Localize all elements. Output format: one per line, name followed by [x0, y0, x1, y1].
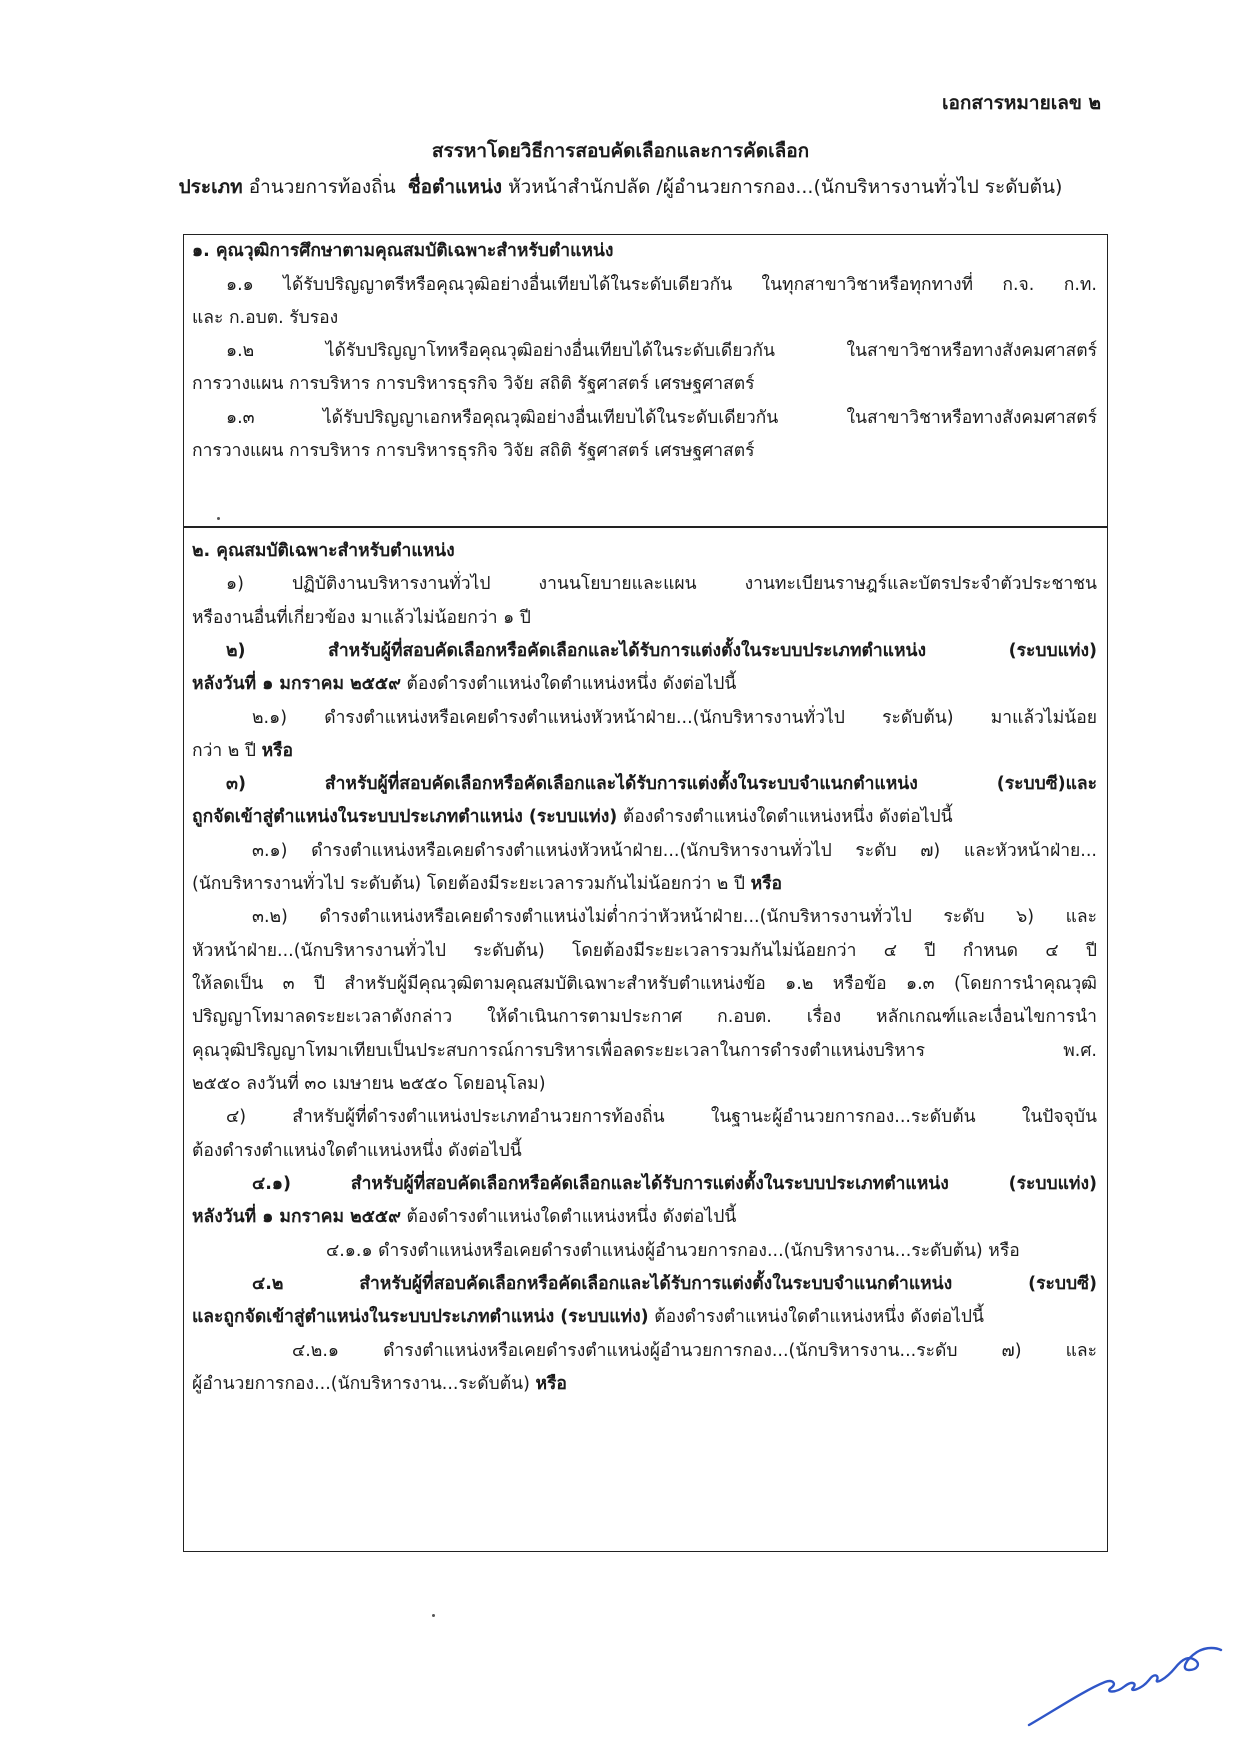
section-line: และ ก.อบต. รับรอง [192, 308, 339, 328]
section-line: ๒) สำหรับผู้ที่สอบคัดเลือกหรือคัดเลือกและได้รับการแต่งตั้งในระบบประเภทตำแหน่ง (ระบบแท่ง) [226, 641, 1097, 661]
subtitle-position-value: หัวหน้าสำนักปลัด /ผู้อำนวยการกอง...(นักบริหารงานทั่วไป ระดับต้น) [508, 176, 1063, 198]
subtitle-position-label: ชื่อตำแหน่ง [407, 176, 503, 198]
section-line: ปริญญาโทมาลดระยะเวลาดังกล่าว ให้ดำเนินการตามประกาศ ก.อบต. เรื่อง หลักเกณฑ์และเงื่อนไขการนำ [192, 1007, 1097, 1027]
section-line: ต้องดำรงตำแหน่งใดตำแหน่งหนึ่ง ดังต่อไปนี้ [406, 1207, 737, 1227]
section-line: ๑.๒ ได้รับปริญญาโทหรือคุณวุฒิอย่างอื่นเทียบได้ในระดับเดียวกัน ในสาขาวิชาหรือทางสังคมศาสตร์ [226, 341, 1097, 361]
section-line: ๑) ปฏิบัติงานบริหารงานทั่วไป งานนโยบายและแผน งานทะเบียนราษฎร์และบัตรประจำตัวประชาชน [226, 574, 1097, 594]
section-line: กว่า ๒ ปี [192, 741, 257, 761]
subtitle-type-label: ประเภท [178, 176, 243, 198]
subtitle-type-value: อำนวยการท้องถิ่น [248, 176, 396, 198]
section-heading: ๒. คุณสมบัติเฉพาะสำหรับตำแหน่ง [192, 541, 455, 561]
section-line: ต้องดำรงตำแหน่งใดตำแหน่งหนึ่ง ดังต่อไปนี้ [406, 674, 737, 694]
section-line: ๓.๑) ดำรงตำแหน่งหรือเคยดำรงตำแหน่งหัวหน้าฝ่าย...(นักบริหารงานทั่วไป ระดับ ๗) และหัวหน้าฝ่าย... [252, 841, 1097, 861]
section-line: ต้องดำรงตำแหน่งใดตำแหน่งหนึ่ง ดังต่อไปนี้ [654, 1307, 984, 1327]
section-line: ๔.๒ สำหรับผู้ที่สอบคัดเลือกหรือคัดเลือกและได้รับการแต่งตั้งในระบบจำแนกตำแหน่ง (ระบบซี) [252, 1274, 1097, 1294]
section-line: ๔.๑) สำหรับผู้ที่สอบคัดเลือกหรือคัดเลือกและได้รับการแต่งตั้งในระบบประเภทตำแหน่ง (ระบบแท่ง) [252, 1174, 1097, 1194]
section-line: และถูกจัดเข้าสู่ตำแหน่งในระบบประเภทตำแหน่ง (ระบบแท่ง) [192, 1307, 649, 1327]
section-line: หลังวันที่ ๑ มกราคม ๒๕๕๙ [192, 674, 401, 694]
section-line: คุณวุฒิปริญญาโทมาเทียบเป็นประสบการณ์การบริหารเพื่อลดระยะเวลาในการดำรงตำแหน่งบริหาร พ.ศ. [192, 1041, 1097, 1061]
section-line: ๒๕๕๐ ลงวันที่ ๓๐ เมษายน ๒๕๕๐ โดยอนุโลม) [192, 1074, 546, 1094]
section-line: หรือ [535, 1374, 567, 1394]
section-line: ๔) สำหรับผู้ที่ดำรงตำแหน่งประเภทอำนวยการท้องถิ่น ในฐานะผู้อำนวยการกอง...ระดับต้น ในปัจจุบัน [226, 1107, 1097, 1127]
section-line: หรือ [261, 741, 294, 761]
scan-speck [432, 1614, 435, 1617]
section-line: ๑.๓ ได้รับปริญญาเอกหรือคุณวุฒิอย่างอื่นเทียบได้ในระดับเดียวกัน ในสาขาวิชาหรือทางสังคมศาสตร์ [226, 408, 1097, 428]
section-education-box [183, 234, 1108, 528]
section-line: ให้ลดเป็น ๓ ปี สำหรับผู้มีคุณวุฒิตามคุณสมบัติเฉพาะสำหรับตำแหน่งข้อ ๑.๒ หรือข้อ ๑.๓ (โดยการนำคุณวุฒิ [192, 974, 1097, 994]
document-subtitle [0, 172, 1241, 202]
scan-speck [217, 517, 220, 520]
section-line: หรือ [750, 874, 783, 894]
document-title: สรรหาโดยวิธีการสอบคัดเลือกและการคัดเลือก [431, 140, 810, 162]
section-line: หลังวันที่ ๑ มกราคม ๒๕๕๙ [192, 1207, 401, 1227]
section-qualifications-box [183, 526, 1108, 1552]
section-line: ผู้อำนวยการกอง...(นักบริหารงาน...ระดับต้น) [192, 1374, 530, 1394]
section-line: ๑.๑ ได้รับปริญญาตรีหรือคุณวุฒิอย่างอื่นเทียบได้ในระดับเดียวกัน ในทุกสาขาวิชาหรือทุกทางที่ ก.จ. ก.ท. [226, 275, 1097, 295]
section-line: ๔.๒.๑ ดำรงตำแหน่งหรือเคยดำรงตำแหน่งผู้อำนวยการกอง...(นักบริหารงาน...ระดับ ๗) และ [292, 1341, 1097, 1361]
document-number: เอกสารหมายเลข ๒ [942, 92, 1101, 114]
section-line: หัวหน้าฝ่าย...(นักบริหารงานทั่วไป ระดับต้น) โดยต้องมีระยะเวลารวมกันไม่น้อยกว่า ๔ ปี กำหนด ๔ ปี [192, 941, 1097, 961]
section-line: ต้องดำรงตำแหน่งใดตำแหน่งหนึ่ง ดังต่อไปนี้ [622, 807, 953, 827]
section-line: การวางแผน การบริหาร การบริหารธุรกิจ วิจัย สถิติ รัฐศาสตร์ เศรษฐศาสตร์ [192, 441, 755, 461]
section-line: ๒.๑) ดำรงตำแหน่งหรือเคยดำรงตำแหน่งหัวหน้าฝ่าย...(นักบริหารงานทั่วไป ระดับต้น) มาแล้วไม่น้อย [252, 708, 1097, 728]
section-line: ๓) สำหรับผู้ที่สอบคัดเลือกหรือคัดเลือกและได้รับการแต่งตั้งในระบบจำแนกตำแหน่ง (ระบบซี)และ [226, 774, 1097, 794]
section-line: ต้องดำรงตำแหน่งใดตำแหน่งหนึ่ง ดังต่อไปนี้ [192, 1141, 522, 1161]
section-line: ๔.๑.๑ ดำรงตำแหน่งหรือเคยดำรงตำแหน่งผู้อำนวยการกอง...(นักบริหารงาน...ระดับต้น) หรือ [326, 1241, 1020, 1261]
section-heading: ๑. คุณวุฒิการศึกษาตามคุณสมบัติเฉพาะสำหรับตำแหน่ง [192, 241, 614, 261]
section-line: การวางแผน การบริหาร การบริหารธุรกิจ วิจัย สถิติ รัฐศาสตร์ เศรษฐศาสตร์ [192, 374, 755, 394]
signature-icon [1025, 1600, 1235, 1730]
section-line: ๓.๒) ดำรงตำแหน่งหรือเคยดำรงตำแหน่งไม่ต่ำกว่าหัวหน้าฝ่าย...(นักบริหารงานทั่วไป ระดับ ๖) และ [252, 907, 1097, 927]
section-line: ถูกจัดเข้าสู่ตำแหน่งในระบบประเภทตำแหน่ง (ระบบแท่ง) [192, 807, 618, 827]
section-line: หรืองานอื่นที่เกี่ยวข้อง มาแล้วไม่น้อยกว่า ๑ ปี [192, 608, 531, 628]
section-line: (นักบริหารงานทั่วไป ระดับต้น) โดยต้องมีระยะเวลารวมกันไม่น้อยกว่า ๒ ปี [192, 874, 746, 894]
